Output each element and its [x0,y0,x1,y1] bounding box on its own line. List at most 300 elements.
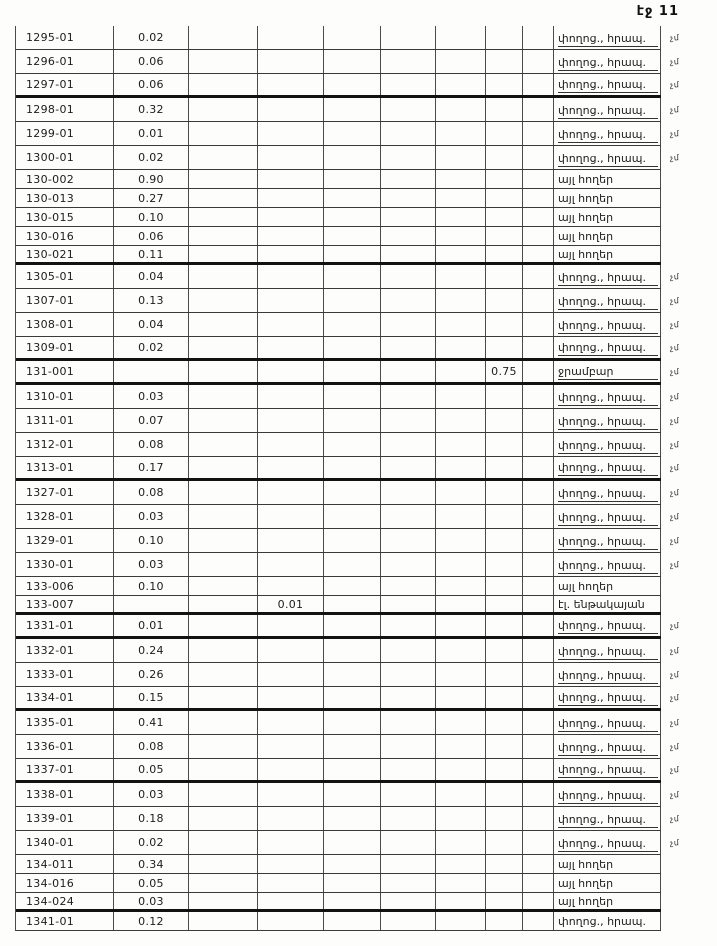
table-row [16,74,680,98]
area-value-cell: 0.01 [258,596,324,612]
cell-empty [381,98,436,121]
land-use-label-cell [554,361,661,382]
cell-empty [436,433,486,456]
cell-empty [436,711,486,734]
cell-empty [324,639,381,662]
parcel-code-cell: 1311-01 [16,409,114,432]
land-use-label-cell [554,807,661,830]
table-row [16,807,680,831]
cell-empty [523,855,554,873]
cell-empty [436,337,486,358]
margin-annotation [661,854,712,874]
cell-empty [436,481,486,504]
table-row [16,831,680,855]
parcel-code-cell: 131-001 [16,361,114,382]
land-use-label: փողոց., հրապ. [558,763,658,778]
cell-empty [381,855,436,873]
cell-empty [436,596,486,612]
cell-empty [523,577,554,595]
parcel-code-cell: 1334-01 [16,687,114,708]
land-use-label: փողոց., հրապ. [558,56,658,71]
cell-empty [258,385,324,408]
cell-empty [523,529,554,552]
cell-empty [436,26,486,49]
land-use-label-cell [554,385,661,408]
cell-empty [381,289,436,312]
table-row [16,596,661,615]
land-use-label-cell [554,50,661,73]
parcel-code-cell: 1341-01 [16,912,114,930]
cell-empty [324,170,381,188]
cell-empty [436,457,486,478]
table-row [16,208,661,227]
cell-empty [436,639,486,662]
land-use-label: այլ հողեր [558,894,614,908]
margin-annotation: չմ [669,742,680,752]
land-use-label: փողոց., հրապ. [558,271,658,286]
cell-empty [381,337,436,358]
margin-annotation: չմ [669,440,680,450]
cell-empty [381,50,436,73]
cell-empty [523,337,554,358]
land-use-label-cell [554,409,661,432]
cell-empty [523,759,554,780]
parcel-code-cell: 1340-01 [16,831,114,854]
cell-empty [523,457,554,478]
area-value-cell: 0.10 [114,577,189,595]
land-use-label-cell [554,553,661,576]
cell-empty [436,265,486,288]
cell-empty [189,577,258,595]
area-value-cell: 0.02 [114,831,189,854]
land-use-label-cell [554,874,661,892]
cell-empty [436,529,486,552]
cell-empty [381,529,436,552]
land-use-label: այլ հողեր [558,172,614,186]
cell-empty [486,337,523,358]
land-use-label: այլ հողեր [558,247,614,261]
margin-annotation: չմ [669,646,680,656]
margin-annotation: չմ [669,718,680,728]
table-row [16,361,680,385]
table-row [16,663,680,687]
cell-empty [189,457,258,478]
parcel-code-cell: 133-006 [16,577,114,595]
cell-empty [189,26,258,49]
land-use-label-cell [554,596,661,612]
land-use-label-cell [554,170,661,188]
parcel-code-cell: 1312-01 [16,433,114,456]
cell-empty [381,505,436,528]
cell-empty [381,246,436,262]
cell-empty [486,615,523,636]
area-value-cell: 0.18 [114,807,189,830]
cell-empty [486,265,523,288]
table-row [16,529,680,553]
cell-empty [189,208,258,226]
cell-empty [258,313,324,336]
parcel-code-cell: 1308-01 [16,313,114,336]
margin-annotation [661,595,712,613]
margin-annotation [661,576,712,596]
cell-empty [381,831,436,854]
cell-empty [523,687,554,708]
cell-empty [258,361,324,382]
area-value-cell: 0.11 [114,246,189,262]
parcel-code-cell: 1305-01 [16,265,114,288]
cell-empty [258,74,324,95]
land-use-label: այլ հողեր [558,876,614,890]
cell-empty [324,553,381,576]
cell-empty [324,687,381,708]
table-row [16,170,661,189]
cell-empty [189,783,258,806]
parcel-code-cell: 133-007 [16,596,114,612]
land-use-label-cell [554,208,661,226]
cell-empty [381,711,436,734]
land-use-label-cell [554,663,661,686]
cell-empty [258,807,324,830]
cell-empty [258,481,324,504]
cell-empty [258,577,324,595]
area-value-cell: 0.32 [114,98,189,121]
cell-empty [189,313,258,336]
cell-empty [324,577,381,595]
parcel-code-cell: 1338-01 [16,783,114,806]
cell-empty [523,596,554,612]
margin-annotation: չմ [669,536,680,546]
cell-empty [189,98,258,121]
margin-annotation: չմ [669,296,680,306]
cell-empty [324,74,381,95]
parcel-code-cell: 130-002 [16,170,114,188]
cell-empty [189,74,258,95]
area-value-cell: 0.10 [114,208,189,226]
cell-empty [436,74,486,95]
cell-empty [381,26,436,49]
land-use-label: փողոց., հրապ. [558,535,658,550]
cell-empty [189,807,258,830]
cell-empty [189,265,258,288]
cell-empty [486,409,523,432]
land-use-label: փողոց., հրապ. [558,789,658,804]
cell-empty [523,385,554,408]
parcel-code-cell: 134-016 [16,874,114,892]
cell-empty [486,74,523,95]
cell-empty [381,893,436,909]
cell-empty [381,481,436,504]
cell-empty [324,433,381,456]
parcel-code-cell: 1295-01 [16,26,114,49]
margin-annotation: չմ [669,153,680,163]
cell-empty [381,615,436,636]
margin-annotation [661,188,712,208]
cell-empty [381,361,436,382]
cell-empty [324,50,381,73]
cell-empty [523,26,554,49]
cell-empty [486,596,523,612]
cell-empty [258,912,324,930]
cell-empty [324,227,381,245]
cell-empty [436,687,486,708]
cell-empty [523,313,554,336]
land-use-label: փողոց., հրապ. [558,813,658,828]
area-value-cell: 0.07 [114,409,189,432]
area-value-cell: 0.06 [114,50,189,73]
table-row [16,874,661,893]
cell-empty [436,361,486,382]
margin-annotation: չմ [669,814,680,824]
cell-empty [486,481,523,504]
cell-empty [324,596,381,612]
land-parcel-table [15,26,680,931]
area-value-cell: 0.10 [114,529,189,552]
cell-empty [436,409,486,432]
area-value-cell: 0.05 [114,874,189,892]
table-row [16,639,680,663]
land-use-label-cell [554,146,661,169]
cell-empty [189,289,258,312]
cell-empty [258,529,324,552]
table-row [16,457,680,481]
cell-empty [324,208,381,226]
land-use-label-cell [554,98,661,121]
cell-empty [523,146,554,169]
cell-empty [324,711,381,734]
parcel-code-cell: 130-016 [16,227,114,245]
margin-annotation [661,245,712,263]
parcel-code-cell: 1309-01 [16,337,114,358]
cell-empty [436,615,486,636]
area-value-cell: 0.26 [114,663,189,686]
cell-empty [523,361,554,382]
cell-empty [381,783,436,806]
table-row [16,912,661,931]
cell-empty [523,639,554,662]
land-use-label: փողոց., հրապ. [558,415,658,430]
cell-empty [381,663,436,686]
area-value-cell: 0.01 [114,122,189,145]
cell-empty [436,170,486,188]
land-use-label: փողոց., հրապ. [558,319,658,334]
area-value-cell: 0.12 [114,912,189,930]
cell-empty [258,457,324,478]
cell-empty [258,735,324,758]
cell-empty [523,481,554,504]
margin-annotation: չմ [669,367,680,377]
margin-annotation: չմ [669,621,680,631]
land-use-label: փողոց., հրապ. [558,511,658,526]
cell-empty [324,893,381,909]
table-row [16,615,680,639]
parcel-code-cell: 1333-01 [16,663,114,686]
cell-empty [523,893,554,909]
land-use-label-cell [554,759,661,780]
cell-empty [324,831,381,854]
cell-empty [324,289,381,312]
cell-empty [486,26,523,49]
land-use-label-cell [554,831,661,854]
land-use-label-cell [554,122,661,145]
cell-empty [324,246,381,262]
table-row [16,433,680,457]
cell-empty [324,265,381,288]
cell-empty [436,855,486,873]
cell-empty [436,313,486,336]
table-row [16,26,680,50]
land-use-label: այլ հողեր [558,579,614,593]
cell-empty [189,481,258,504]
land-use-label-cell [554,74,661,95]
cell-empty [258,265,324,288]
cell-empty [523,433,554,456]
area-value-cell: 0.02 [114,337,189,358]
margin-annotation [661,169,712,189]
cell-empty [381,146,436,169]
cell-empty [189,615,258,636]
margin-annotation [661,226,712,246]
table-row [16,50,680,74]
table-row [16,893,661,912]
table-row [16,122,680,146]
area-value-cell: 0.05 [114,759,189,780]
cell-empty [436,208,486,226]
cell-empty [436,831,486,854]
land-use-label: այլ հողեր [558,210,614,224]
parcel-code-cell: 130-021 [16,246,114,262]
cell-empty [381,385,436,408]
cell-empty [258,98,324,121]
table-row [16,687,680,711]
cell-empty [381,313,436,336]
cell-empty [486,313,523,336]
cell-empty [523,208,554,226]
cell-empty [486,170,523,188]
cell-empty [381,227,436,245]
margin-annotation: չմ [669,838,680,848]
parcel-code-cell: 1299-01 [16,122,114,145]
land-use-label-cell [554,433,661,456]
table-row [16,227,661,246]
cell-empty [436,663,486,686]
cell-empty [381,208,436,226]
cell-empty [189,596,258,612]
area-value-cell: 0.17 [114,457,189,478]
cell-empty [189,912,258,930]
margin-annotation: չմ [669,765,680,775]
land-use-label-cell [554,615,661,636]
table-row [16,385,680,409]
cell-empty [486,639,523,662]
cell-empty [486,831,523,854]
parcel-code-cell: 1329-01 [16,529,114,552]
table-row [16,481,680,505]
cell-empty [523,505,554,528]
land-use-label: փողոց., հրապ. [558,341,658,356]
margin-annotation: չմ [669,693,680,703]
area-value-cell: 0.08 [114,433,189,456]
parcel-code-cell: 1328-01 [16,505,114,528]
cell-empty [324,189,381,207]
parcel-code-cell: 1297-01 [16,74,114,95]
cell-empty [381,457,436,478]
cell-empty [189,409,258,432]
cell-empty [258,170,324,188]
margin-annotation: չմ [669,488,680,498]
cell-empty [486,687,523,708]
cell-empty [436,735,486,758]
cell-empty [523,831,554,854]
cell-empty [324,783,381,806]
cell-empty [258,759,324,780]
cell-empty [486,505,523,528]
area-value-cell: 0.08 [114,481,189,504]
land-use-label: փողոց., հրապ. [558,128,658,143]
margin-annotation [661,873,712,893]
cell-empty [381,639,436,662]
area-value-cell: 0.02 [114,146,189,169]
cell-empty [324,146,381,169]
land-use-label: փողոց., հրապ. [558,914,646,928]
land-use-label-cell [554,912,661,930]
cell-empty [523,265,554,288]
table-row [16,855,661,874]
cell-empty [523,246,554,262]
land-use-label: փողոց., հրապ. [558,78,658,93]
parcel-code-cell: 1337-01 [16,759,114,780]
cell-empty [258,189,324,207]
cell-empty [324,759,381,780]
land-use-label: փողոց., հրապ. [558,717,658,732]
cell-empty [486,385,523,408]
cell-empty [324,361,381,382]
cell-empty [258,855,324,873]
cell-empty [436,50,486,73]
table-row [16,577,661,596]
margin-annotation: չմ [669,57,680,67]
margin-annotation: չմ [669,320,680,330]
cell-empty [486,711,523,734]
cell-empty [381,596,436,612]
cell-empty [486,855,523,873]
cell-empty [523,170,554,188]
area-value-cell: 0.03 [114,505,189,528]
cell-empty [381,577,436,595]
margin-annotation: չմ [669,272,680,282]
cell-empty [486,577,523,595]
cell-empty [523,74,554,95]
land-use-label: ջրամբար [558,365,658,380]
cell-empty [189,711,258,734]
cell-empty [258,208,324,226]
land-use-label: այլ հողեր [558,857,614,871]
cell-empty [324,409,381,432]
cell-empty [436,227,486,245]
cell-empty [523,98,554,121]
cell-empty [523,874,554,892]
cell-empty [258,433,324,456]
land-use-label-cell [554,783,661,806]
land-use-label-cell [554,481,661,504]
table-row [16,337,680,361]
cell-empty [486,529,523,552]
area-value-cell: 0.06 [114,74,189,95]
cell-empty [258,663,324,686]
land-use-label-cell [554,735,661,758]
area-value-cell: 0.01 [114,615,189,636]
cell-empty [189,529,258,552]
cell-empty [324,481,381,504]
